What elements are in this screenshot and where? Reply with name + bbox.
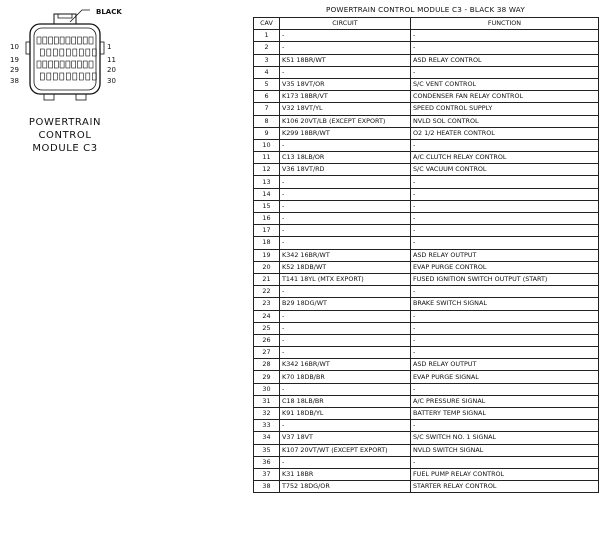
table-row: [254, 78, 599, 90]
pin-cavity: [49, 37, 53, 44]
pin-cavity: [66, 37, 70, 44]
connector-outline: [4, 2, 124, 112]
function-cell: BRAKE SWITCH SIGNAL: [411, 298, 599, 310]
circuit-cell: V37 18VT: [280, 432, 411, 444]
circuit-cell: K107 20VT/WT (EXCEPT EXPORT): [280, 444, 411, 456]
function-cell: -: [411, 66, 599, 78]
cav-cell: 16: [254, 213, 280, 225]
circuit-cell: K173 18BR/VT: [280, 91, 411, 103]
function-cell: S/C VACUUM CONTROL: [411, 164, 599, 176]
circuit-cell: -: [280, 286, 411, 298]
wire-color-label: BLACK: [96, 8, 122, 16]
pin-cavity: [73, 49, 77, 56]
circuit-cell: T752 18DG/OR: [280, 481, 411, 493]
table-row: [254, 420, 599, 432]
pin-label-38: 38: [10, 77, 19, 85]
table-row: [254, 395, 599, 407]
pin-cavity: [79, 73, 83, 80]
circuit-cell: V32 18VT/YL: [280, 103, 411, 115]
pin-cavity: [47, 49, 51, 56]
function-cell: ASD RELAY OUTPUT: [411, 359, 599, 371]
function-cell: O2 1/2 HEATER CONTROL: [411, 127, 599, 139]
function-cell: -: [411, 30, 599, 42]
circuit-cell: -: [280, 225, 411, 237]
pin-cavity: [60, 61, 64, 68]
table-row: [254, 334, 599, 346]
circuit-cell: K299 18BR/WT: [280, 127, 411, 139]
function-cell: -: [411, 176, 599, 188]
circuit-cell: -: [280, 347, 411, 359]
circuit-cell: -: [280, 176, 411, 188]
function-cell: -: [411, 383, 599, 395]
function-cell: -: [411, 456, 599, 468]
function-cell: ASD RELAY OUTPUT: [411, 249, 599, 261]
circuit-cell: V35 18VT/OR: [280, 78, 411, 90]
pin-cavity: [73, 73, 77, 80]
cav-cell: 12: [254, 164, 280, 176]
circuit-cell: K342 16BR/WT: [280, 249, 411, 261]
circuit-cell: -: [280, 188, 411, 200]
function-cell: FUEL PUMP RELAY CONTROL: [411, 468, 599, 480]
table-row: [254, 310, 599, 322]
header-function: FUNCTION: [411, 18, 599, 30]
cav-cell: 20: [254, 261, 280, 273]
circuit-cell: K51 18BR/WT: [280, 54, 411, 66]
pin-cavity: [37, 37, 41, 44]
cav-cell: 15: [254, 200, 280, 212]
pin-cavity: [89, 37, 93, 44]
pin-label-11: 11: [107, 56, 116, 64]
pin-cavity: [54, 61, 58, 68]
circuit-cell: -: [280, 420, 411, 432]
table-row: [254, 371, 599, 383]
table-row: [254, 139, 599, 151]
pin-label-29: 29: [10, 66, 19, 74]
circuit-cell: -: [280, 334, 411, 346]
table-row: [254, 30, 599, 42]
pin-cavity: [77, 37, 81, 44]
cav-cell: 9: [254, 127, 280, 139]
function-cell: -: [411, 347, 599, 359]
table-header-row: [254, 18, 599, 30]
table-row: [254, 42, 599, 54]
cav-cell: 35: [254, 444, 280, 456]
cav-cell: 18: [254, 237, 280, 249]
cav-cell: 25: [254, 322, 280, 334]
function-cell: -: [411, 42, 599, 54]
pin-cavity: [53, 49, 57, 56]
table-row: [254, 164, 599, 176]
function-cell: S/C VENT CONTROL: [411, 78, 599, 90]
function-cell: -: [411, 139, 599, 151]
function-cell: SPEED CONTROL SUPPLY: [411, 103, 599, 115]
table-row: [254, 383, 599, 395]
table-row: [254, 249, 599, 261]
connector-diagram: [4, 2, 124, 112]
function-cell: NVLD SOL CONTROL: [411, 115, 599, 127]
circuit-cell: C18 18LB/BR: [280, 395, 411, 407]
table-row: [254, 91, 599, 103]
circuit-cell: -: [280, 30, 411, 42]
pin-cavity: [54, 37, 58, 44]
cav-cell: 17: [254, 225, 280, 237]
function-cell: A/C PRESSURE SIGNAL: [411, 395, 599, 407]
function-cell: STARTER RELAY CONTROL: [411, 481, 599, 493]
cav-cell: 29: [254, 371, 280, 383]
cav-cell: 26: [254, 334, 280, 346]
table-row: [254, 176, 599, 188]
pin-cavity: [72, 37, 76, 44]
circuit-cell: -: [280, 237, 411, 249]
cav-cell: 11: [254, 152, 280, 164]
circuit-cell: -: [280, 456, 411, 468]
pin-cavity: [66, 49, 70, 56]
function-cell: -: [411, 286, 599, 298]
pin-label-30: 30: [107, 77, 116, 85]
table-row: [254, 456, 599, 468]
table-row: [254, 261, 599, 273]
function-cell: -: [411, 213, 599, 225]
pin-cavity: [66, 61, 70, 68]
table-row: [254, 432, 599, 444]
circuit-cell: -: [280, 42, 411, 54]
cav-cell: 31: [254, 395, 280, 407]
cav-cell: 8: [254, 115, 280, 127]
circuit-cell: C13 18LB/OR: [280, 152, 411, 164]
circuit-cell: -: [280, 322, 411, 334]
cav-cell: 34: [254, 432, 280, 444]
cav-cell: 21: [254, 273, 280, 285]
circuit-cell: -: [280, 310, 411, 322]
pin-cavity: [53, 73, 57, 80]
pin-cavity: [79, 49, 83, 56]
pin-cavity: [77, 61, 81, 68]
pin-cavity: [37, 61, 41, 68]
function-cell: -: [411, 188, 599, 200]
function-cell: -: [411, 237, 599, 249]
circuit-cell: K342 16BR/WT: [280, 359, 411, 371]
pin-cavity: [60, 49, 64, 56]
pin-cavity: [72, 61, 76, 68]
circuit-cell: -: [280, 139, 411, 151]
cav-cell: 27: [254, 347, 280, 359]
table-row: [254, 481, 599, 493]
module-name-line-2: CONTROL: [38, 130, 92, 141]
function-cell: -: [411, 334, 599, 346]
table-row: [254, 408, 599, 420]
circuit-cell: -: [280, 213, 411, 225]
cav-cell: 28: [254, 359, 280, 371]
pin-cavity: [60, 73, 64, 80]
function-cell: ASD RELAY CONTROL: [411, 54, 599, 66]
pin-cavity: [86, 73, 90, 80]
circuit-cell: K106 20VT/LB (EXCEPT EXPORT): [280, 115, 411, 127]
table-row: [254, 213, 599, 225]
pin-cavity: [83, 37, 87, 44]
header-cav: CAV: [254, 18, 280, 30]
circuit-cell: -: [280, 383, 411, 395]
function-cell: -: [411, 322, 599, 334]
pin-label-20: 20: [107, 66, 116, 74]
module-name: [22, 116, 108, 155]
cav-cell: 19: [254, 249, 280, 261]
pin-cavity: [89, 61, 93, 68]
module-name-line-3: MODULE C3: [32, 143, 98, 154]
cav-cell: 3: [254, 54, 280, 66]
table-row: [254, 347, 599, 359]
circuit-cell: K91 18DB/YL: [280, 408, 411, 420]
cav-cell: 13: [254, 176, 280, 188]
table-row: [254, 188, 599, 200]
cav-cell: 36: [254, 456, 280, 468]
cav-cell: 10: [254, 139, 280, 151]
cav-cell: 37: [254, 468, 280, 480]
pin-label-10: 10: [10, 43, 19, 51]
function-cell: FUSED IGNITION SWITCH OUTPUT (START): [411, 273, 599, 285]
pin-cavity: [49, 61, 53, 68]
pin-cavity: [66, 73, 70, 80]
circuit-cell: T141 18YL (MTX EXPORT): [280, 273, 411, 285]
pin-cavity: [40, 49, 44, 56]
table-row: [254, 152, 599, 164]
circuit-cell: K31 18BR: [280, 468, 411, 480]
pin-cavity: [43, 37, 47, 44]
function-cell: -: [411, 225, 599, 237]
function-cell: NVLD SWITCH SIGNAL: [411, 444, 599, 456]
header-circuit: CIRCUIT: [280, 18, 411, 30]
table-row: [254, 444, 599, 456]
cav-cell: 38: [254, 481, 280, 493]
pin-cavity: [86, 49, 90, 56]
table-row: [254, 273, 599, 285]
module-name-line-1: POWERTRAIN: [28, 117, 102, 128]
function-cell: EVAP PURGE SIGNAL: [411, 371, 599, 383]
cav-cell: 2: [254, 42, 280, 54]
function-cell: -: [411, 200, 599, 212]
pin-cavity: [83, 61, 87, 68]
pinout-table: [253, 17, 599, 493]
circuit-cell: -: [280, 200, 411, 212]
pin-label-1: 1: [107, 43, 112, 51]
pin-cavity: [47, 73, 51, 80]
pin-cavity: [43, 61, 47, 68]
table-row: [254, 115, 599, 127]
circuit-cell: K52 18DB/WT: [280, 261, 411, 273]
function-cell: S/C SWITCH NO. 1 SIGNAL: [411, 432, 599, 444]
table-row: [254, 237, 599, 249]
function-cell: -: [411, 420, 599, 432]
circuit-cell: B29 18DG/WT: [280, 298, 411, 310]
function-cell: -: [411, 310, 599, 322]
table-title: POWERTRAIN CONTROL MODULE C3 - BLACK 38 WAY: [326, 5, 525, 14]
cav-cell: 1: [254, 30, 280, 42]
table-row: [254, 298, 599, 310]
table-row: [254, 468, 599, 480]
cav-cell: 33: [254, 420, 280, 432]
pin-cavity: [40, 73, 44, 80]
cav-cell: 5: [254, 78, 280, 90]
pin-label-19: 19: [10, 56, 19, 64]
table-row: [254, 225, 599, 237]
table-row: [254, 66, 599, 78]
circuit-cell: K70 18DB/BR: [280, 371, 411, 383]
function-cell: CONDENSER FAN RELAY CONTROL: [411, 91, 599, 103]
pin-cavity: [60, 37, 64, 44]
cav-cell: 32: [254, 408, 280, 420]
cav-cell: 30: [254, 383, 280, 395]
cav-cell: 23: [254, 298, 280, 310]
cav-cell: 14: [254, 188, 280, 200]
function-cell: BATTERY TEMP SIGNAL: [411, 408, 599, 420]
cav-cell: 22: [254, 286, 280, 298]
table-row: [254, 200, 599, 212]
cav-cell: 4: [254, 66, 280, 78]
table-row: [254, 103, 599, 115]
table-row: [254, 127, 599, 139]
circuit-cell: V36 18VT/RD: [280, 164, 411, 176]
cav-cell: 7: [254, 103, 280, 115]
table-row: [254, 359, 599, 371]
cav-cell: 6: [254, 91, 280, 103]
circuit-cell: -: [280, 66, 411, 78]
cav-cell: 24: [254, 310, 280, 322]
function-cell: EVAP PURGE CONTROL: [411, 261, 599, 273]
table-row: [254, 286, 599, 298]
table-row: [254, 54, 599, 66]
function-cell: A/C CLUTCH RELAY CONTROL: [411, 152, 599, 164]
table-row: [254, 322, 599, 334]
